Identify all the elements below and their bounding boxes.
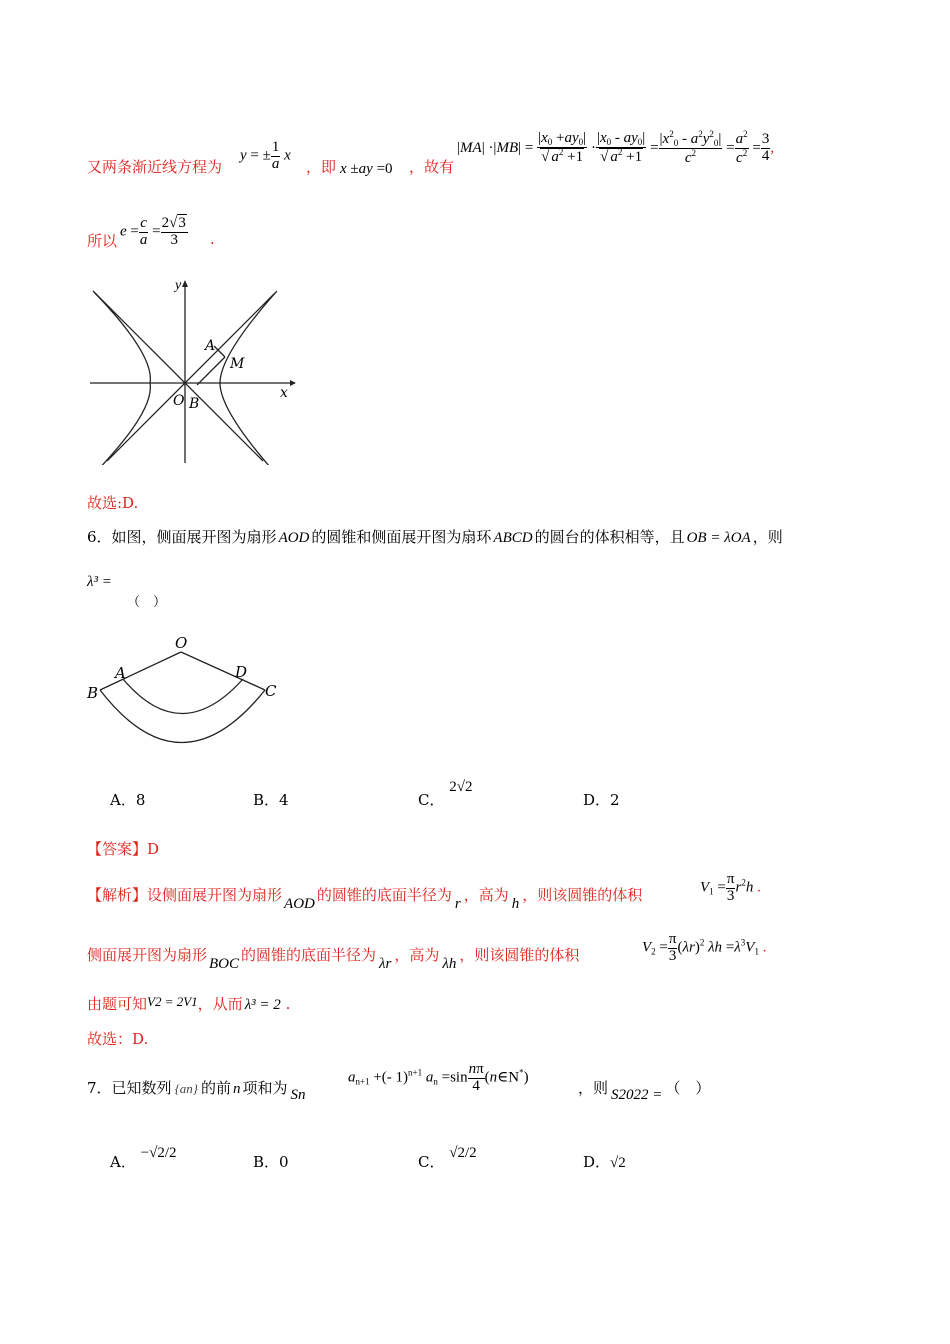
question-6: 6．如图，侧面展开图为扇形 AOD 的圆锥和侧面展开图为扇环 ABCD 的圆台的体积相等，且 OB = λOA ，则: [87, 528, 783, 546]
product-formula: |MA| ·|MB| = $\frac{|x_0 +ay_0|}{√ a^2 +1}$ · $\frac{|x_0 - ay_0|}{√ a^2 +1}$ = $\frac{|x^2_0 - a^2y^2_0|}{c^2}$ = $\frac{a^2}{c^2}$ = $\frac{3}{4}$ ,: [457, 129, 775, 167]
asymptote-text: [87, 156, 222, 177]
q6-option-a[interactable]: A．8: [110, 791, 146, 809]
point-b-label: B: [189, 396, 200, 412]
left-branch: [93, 291, 150, 465]
asymptote-2: [107, 293, 275, 461]
select-answer-1: 故选:D.: [87, 494, 139, 512]
q6-ask: λ³ =: [87, 574, 112, 590]
q7-suffix: ，则 S2022 = （ ）: [578, 1079, 711, 1103]
x-axis-arrow: [290, 380, 296, 386]
line2-prefix: 所以: [87, 232, 118, 250]
y-axis-arrow: [182, 280, 188, 287]
frustum-volume-formula: $V_2$ = $\frac{\pi}{3}$ $(\lambda r)^2$ $\lambda h =\lambda^3V_1$ .: [642, 931, 767, 964]
arc-bc: [100, 690, 265, 743]
eccentricity-formula: e = $\frac{c}{a}$ = $\frac{2√3}{3}$: [120, 215, 186, 248]
q7-option-a[interactable]: A． −√2/2: [110, 1145, 177, 1171]
question-7: 7．已知数列 {an} 的前 n 项和为 Sn: [87, 1079, 306, 1103]
analysis-line-3: 由题可知V2 = 2V1，从而 λ³ = 2 .: [87, 994, 291, 1013]
right-branch: [220, 291, 277, 465]
arc-ad: [123, 679, 243, 714]
sector-figure: [85, 630, 285, 750]
q7-option-d[interactable]: D．√2: [583, 1153, 626, 1171]
q7-option-b[interactable]: B．0: [253, 1153, 289, 1171]
line2-end: .: [210, 230, 215, 248]
q6-answer: 【答案】D: [87, 840, 160, 858]
asymptote-general-form: x ±ay =0: [340, 161, 393, 177]
analysis-line-1: 【解析】设侧面展开图为扇形 AOD 的圆锥的底面半径为 r ，高为 h ，则该圆锥的体积: [87, 886, 643, 912]
asymptote-formula: y = ± $\frac{1}{a}$ x: [240, 139, 291, 172]
line1-mid: ，即: [306, 158, 337, 176]
origin-label: O: [173, 393, 185, 409]
condition: OB = λOA: [686, 530, 751, 546]
line1-prefix: 又两条渐近线方程为: [87, 158, 223, 176]
recurrence-formula: $a_{n+1}$ +(- 1)$^{n+1}$ $a_n =\sin$ $\frac{n\pi}{4}$ (n∈N*): [348, 1061, 529, 1094]
label-b: B: [87, 684, 99, 702]
hyperbola-figure: [85, 275, 300, 465]
sym-aod: AOD: [278, 530, 310, 546]
q6-option-b[interactable]: B．4: [253, 791, 289, 809]
q6-option-d[interactable]: D．2: [583, 791, 620, 809]
label-o: O: [175, 634, 188, 652]
q6-paren: （ ）: [127, 595, 167, 610]
radius-ob: [100, 652, 181, 690]
label-c: C: [265, 682, 277, 700]
q7-option-c[interactable]: C． √2/2: [418, 1145, 477, 1171]
select-answer-2: 故选：D.: [87, 1030, 149, 1048]
line1-suffix: ，故有: [409, 158, 455, 176]
radius-oc: [181, 652, 265, 690]
point-m-label: M: [230, 356, 245, 372]
label-a: A: [115, 664, 126, 682]
segment-mb: [197, 357, 225, 385]
cone-volume-formula: $V_1$ = $\frac{\pi}{3}$ $r^2h$ .: [700, 871, 761, 904]
sequence-symbol: {an}: [174, 1081, 198, 1096]
point-a-label: A: [205, 338, 216, 354]
q6-option-c[interactable]: C． 2√2: [418, 779, 473, 809]
sym-abcd: ABCD: [493, 530, 533, 546]
y-label: y: [175, 278, 182, 293]
label-d: D: [235, 663, 248, 681]
x-label: x: [280, 385, 288, 401]
analysis-line-2: 侧面展开图为扇形 BOC 的圆锥的底面半径为 λr ，高为 λh ，则该圆锥的体积: [87, 946, 580, 972]
asymptote-1: [95, 293, 263, 461]
